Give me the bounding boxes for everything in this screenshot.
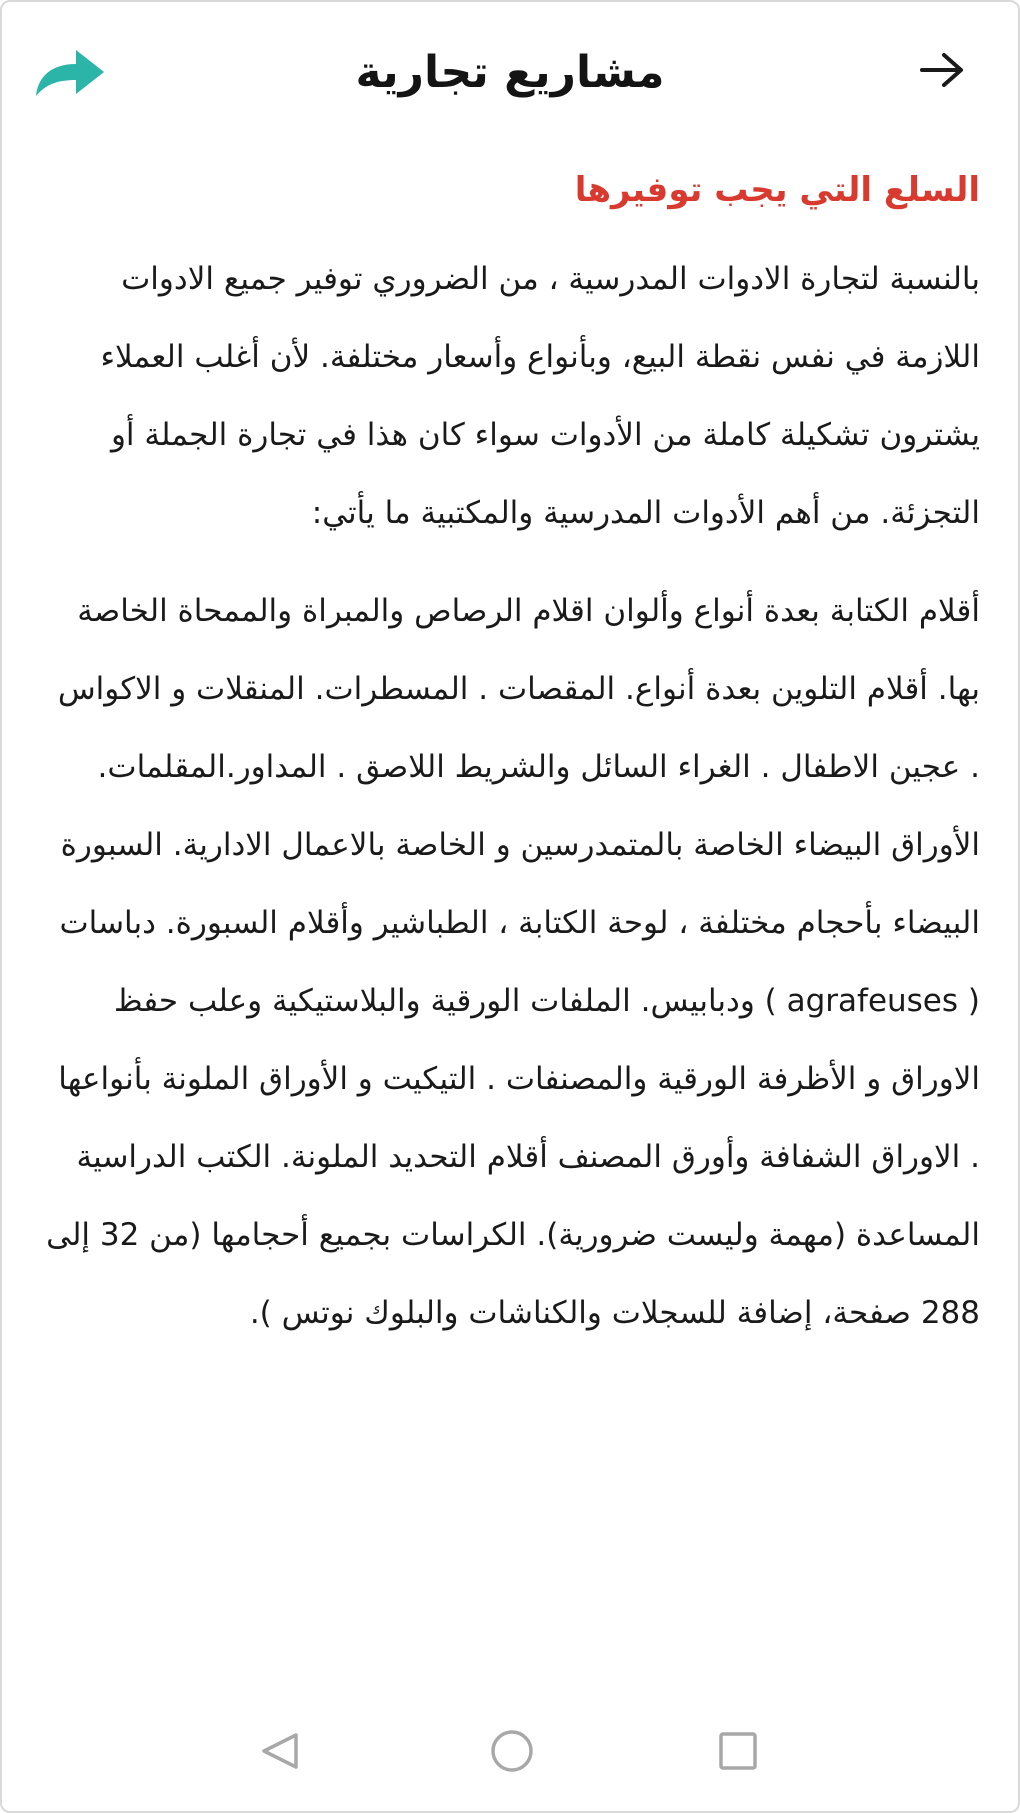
triangle-back-icon	[258, 1729, 302, 1773]
paragraph-intro: بالنسبة لتجارة الادوات المدرسية ، من الضروري توفير جميع الادوات اللازمة في نفس نقطة البيع، وبأنواع وأسعار مختلفة. لأن أغلب العملاء يشترون تشكيلة كاملة من الأدوات سواء كان هذا في تجارة الجملة أو التجزئة. من أهم الأدوات المدرسية والمكتبية ما يأتي:	[100, 261, 980, 531]
nav-back-button[interactable]	[250, 1721, 310, 1781]
square-recents-icon	[716, 1729, 760, 1773]
circle-home-icon	[488, 1727, 536, 1775]
paragraph-spacer	[40, 552, 980, 572]
app-header	[0, 0, 1020, 150]
share-button[interactable]	[30, 40, 110, 104]
system-nav-bar	[0, 1693, 1020, 1813]
page-title: مشاريع تجارية	[355, 47, 665, 98]
article-content	[40, 150, 980, 1352]
section-heading: السلع التي يجب توفيرها	[574, 170, 980, 210]
share-arrow-icon	[32, 44, 108, 100]
nav-recents-button[interactable]	[708, 1721, 768, 1781]
nav-home-button[interactable]	[482, 1721, 542, 1781]
paragraph-items-list: أقلام الكتابة بعدة أنواع وألوان اقلام الرصاص والمبراة والممحاة الخاصة بها. أقلام التلوين بعدة أنواع. المقصات . المسطرات. المنقلات و الاكواس . عجين الاطفال . الغراء السائل والشريط اللاصق . المداور.المقلمات. الأوراق البيضاء الخاصة بالمتمدرسين و الخاصة بالاعمال الادارية. السبورة البيضاء بأحجام مختلفة ، لوحة الكتابة ، الطباشير وأقلام السبورة. دباسات ( agrafeuses ) ودبابيس. الملفات الورقية والبلاستيكية وعلب حفظ الاوراق و الأظرفة الورقية والمصنفات . التيكيت و الأوراق الملونة بأنواعها . الاوراق الشفافة وأورق المصنف أقلام التحديد الملونة. الكتب الدراسية المساعدة (مهمة وليست ضرورية). الكراسات بجميع أحجامها (من 32 إلى 288 صفحة، إضافة للسجلات والكناشات والبلوك نوتس ).	[46, 593, 980, 1331]
